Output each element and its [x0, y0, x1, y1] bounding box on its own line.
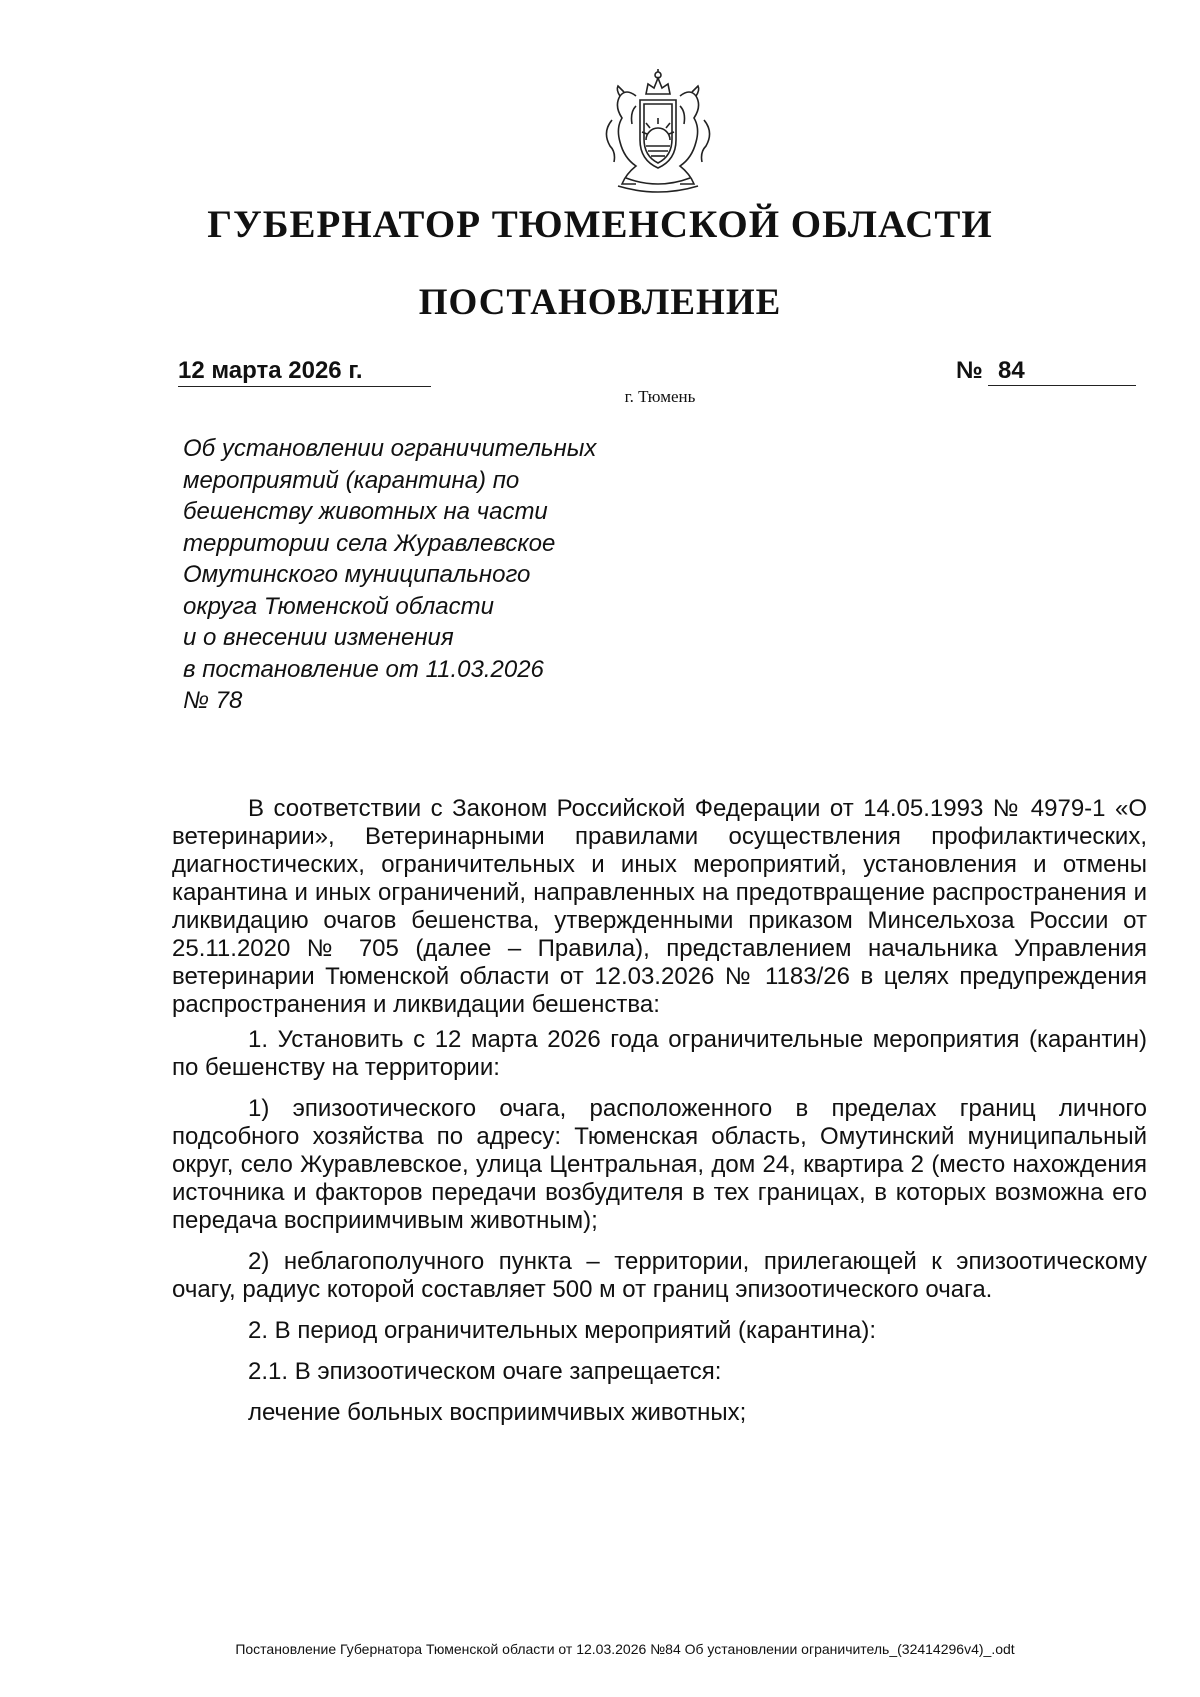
clause-1: 1. Установить с 12 марта 2026 года ограничительные мероприятия (карантин) по бешенству на территории:: [172, 1026, 1147, 1081]
clause-2-1-item: лечение больных восприимчивых животных;: [248, 1399, 747, 1426]
document-body: [172, 795, 1147, 1427]
subject-line: № 78: [183, 687, 243, 714]
clause-2: 2. В период ограничительных мероприятий (карантина):: [248, 1317, 877, 1344]
subject-line: в постановление от 11.03.2026: [183, 655, 544, 683]
clause-2-1: 2.1. В эпизоотическом очаге запрещается:: [248, 1358, 722, 1385]
coat-of-arms-icon: [596, 66, 720, 196]
clause-1-1: 1) эпизоотического очага, расположенного в пределах границ личного подсобного хозяйства по адресу: Тюменская область, Омутинский муниципальный округ, село Журавлевское, улица Центральная, дом 24, квартира 2 (место нахождения источника и факторов передачи возбудителя в тех границах, в которых возможна его передача восприимчивым животным);: [172, 1095, 1147, 1234]
page-footer: Постановление Губернатора Тюменской области от 12.03.2026 №84 Об установлении ограничитель_(32414296v4)_.odt: [235, 1641, 1015, 1657]
clause-1-2: 2) неблагополучного пункта – территории, прилегающей к эпизоотическому очагу, радиус которой составляет 500 м от границ эпизоотического очага.: [172, 1248, 1147, 1303]
document-date: 12 марта 2026 г.: [178, 356, 431, 387]
subject-line: территории села Журавлевское: [183, 529, 556, 557]
subject-line: Об установлении ограничительных: [183, 435, 597, 462]
document-subject: [183, 433, 703, 717]
preamble-paragraph: В соответствии с Законом Российской Федерации от 14.05.1993 № 4979-1 «О ветеринарии», Ветеринарными правилами осуществления профилактических, диагностических, ограничительных и иных мероприятий, установления и отмены карантина и иных ограничений, направленных на предотвращение распространения и ликвидацию очагов бешенства, утвержденными приказом Минсельхоза России от 25.11.2020 № 705 (далее – Правила), представлением начальника Управления ветеринарии Тюменской области от 12.03.2026 № 1183/26 в целях предупреждения распространения и ликвидации бешенства:: [172, 795, 1147, 1018]
subject-line: Омутинского муниципального: [183, 561, 531, 588]
document-number: 84: [988, 356, 1136, 386]
subject-line: и о внесении изменения: [183, 624, 454, 651]
subject-line: мероприятий (карантина) по: [183, 466, 520, 494]
document-type: ПОСТАНОВЛЕНИЕ: [418, 282, 782, 323]
subject-line: округа Тюменской области: [183, 592, 494, 620]
document-number-label: №: [956, 357, 983, 384]
issue-city: г. Тюмень: [624, 387, 696, 406]
subject-line: бешенству животных на части: [183, 498, 548, 525]
organization-title: ГУБЕРНАТОР ТЮМЕНСКОЙ ОБЛАСТИ: [207, 203, 993, 246]
